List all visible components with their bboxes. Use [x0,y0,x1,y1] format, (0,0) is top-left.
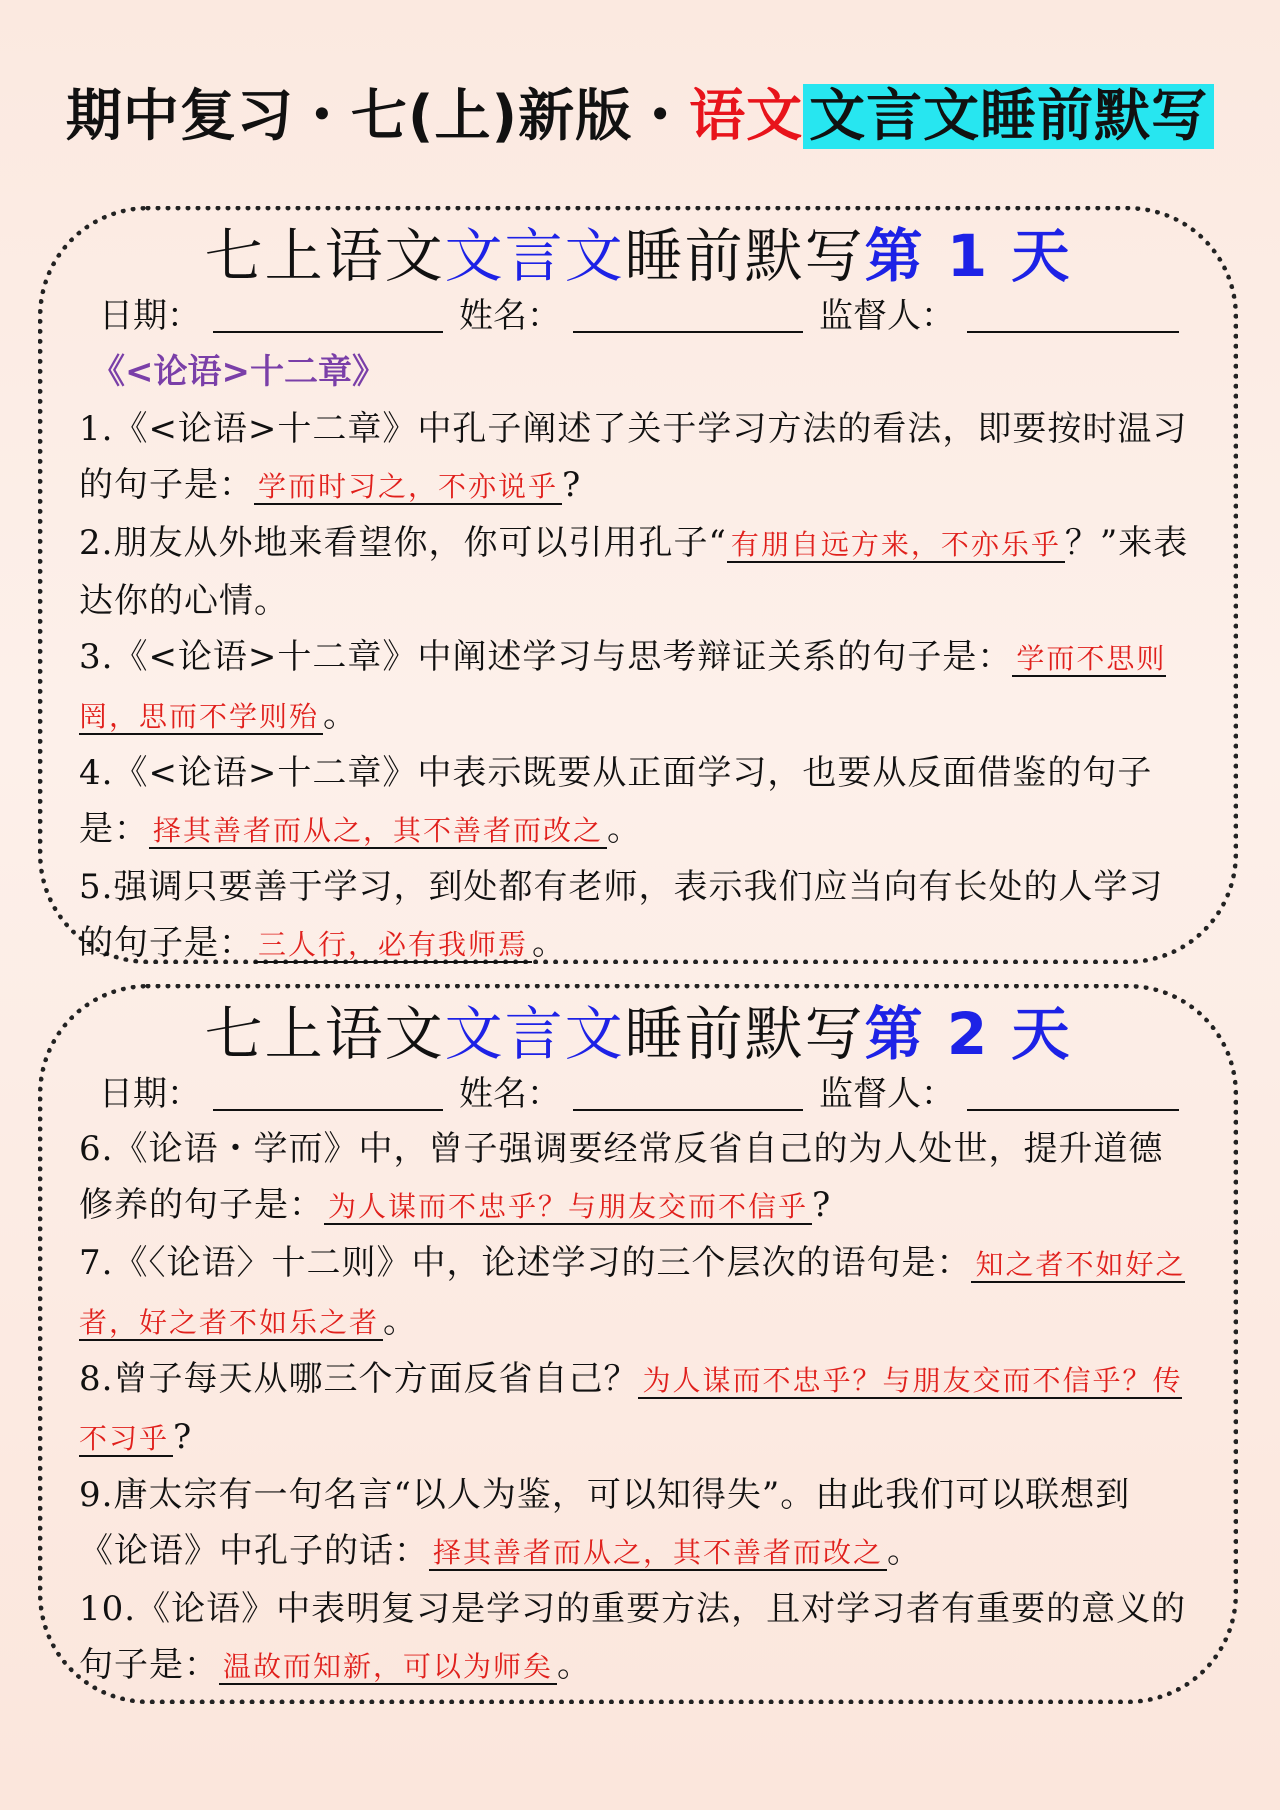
title-day: 第 2 天 [864,1000,1072,1068]
answer-text[interactable]: 学而不思则罔，思而不学则殆 [79,642,1167,733]
question-suffix: 。 [532,923,568,963]
answer-text[interactable]: 为人谋而不忠乎？与朋友交而不信乎 [324,1190,812,1225]
question-item [79,1121,1197,1235]
answer-text[interactable]: 知之者不如好之者，好之者不如乐之者 [79,1248,1186,1339]
question-item [79,629,1197,745]
supervisor-label: 监督人： [819,1074,955,1114]
section-heading: 《<论语>十二章》 [91,352,386,392]
card-title [43,221,1233,291]
date-label: 日期： [99,296,201,336]
date-field[interactable] [213,1073,443,1111]
question-text: 3.《<论语>十二章》中阐述学习与思考辩证关系的句子是： [79,637,1013,677]
question-item [79,745,1197,859]
question-suffix: ? [173,1417,193,1457]
title-highlight: 文言文睡前默写 [803,84,1214,149]
title-mid: 睡前默写 [624,1000,865,1068]
title-red: 语文 [689,84,804,149]
question-text: 10.《论语》中表明复习是学习的重要方法，且对学习者有重要的意义的句子是： [79,1589,1187,1685]
question-text: 4.《<论语>十二章》中表示既要从正面学习，也要从反面借鉴的句子是： [79,753,1153,849]
day-1-card [38,206,1238,964]
question-item [79,401,1197,515]
question-suffix: 。 [887,1531,923,1571]
question-suffix: 。 [323,695,359,735]
question-suffix: 。 [383,1301,419,1341]
date-label: 日期： [99,1074,201,1114]
question-text: 6.《论语・学而》中，曾子强调要经常反省自己的为人处世，提升道德修养的句子是： [79,1129,1164,1225]
answer-text[interactable]: 学而时习之，不亦说乎 [254,470,562,505]
question-suffix: 。 [607,809,643,849]
question-list [43,1121,1233,1695]
question-text: 7.《〈论语〉十二则》中，论述学习的三个层次的语句是： [79,1243,972,1283]
question-text: 2.朋友从外地来看望你，你可以引用孔子“ [79,523,727,563]
question-item [79,1235,1197,1351]
title-mid: 睡前默写 [624,222,865,290]
title-prefix: 七上语文 [204,1000,445,1068]
title-black: 期中复习・七(上)新版・ [65,84,690,149]
question-text: 1.《<论语>十二章》中孔子阐述了关于学习方法的看法，即要按时温习的句子是： [79,409,1188,505]
question-suffix: ? [562,465,582,505]
supervisor-field[interactable] [967,295,1179,333]
name-label: 姓名： [459,296,561,336]
page-title [0,72,1280,162]
question-suffix: ? [812,1185,832,1225]
question-text: 5.强调只要善于学习，到处都有老师，表示我们应当向有长处的人学习的句子是： [79,867,1164,963]
title-prefix: 七上语文 [204,222,445,290]
title-blue: 文言文 [444,1000,625,1068]
meta-row [99,1071,1233,1117]
answer-text[interactable]: 三人行，必有我师焉 [254,928,532,963]
answer-text[interactable]: 为人谋而不忠乎？与朋友交而不信乎？传不习乎 [79,1364,1183,1455]
question-suffix: ？”来表达你的心情。 [79,523,1189,621]
question-item [79,859,1197,973]
name-field[interactable] [573,1073,803,1111]
question-item [79,515,1197,629]
answer-text[interactable]: 有朋自远方来，不亦乐乎 [727,528,1065,563]
meta-row [99,293,1233,339]
name-label: 姓名： [459,1074,561,1114]
question-item [79,1467,1197,1581]
question-item [79,1351,1197,1467]
supervisor-label: 监督人： [819,296,955,336]
answer-text[interactable]: 择其善者而从之，其不善者而改之 [149,814,607,849]
title-day: 第 1 天 [864,222,1072,290]
question-list [43,401,1233,973]
answer-text[interactable]: 温故而知新，可以为师矣 [219,1650,557,1685]
question-text: 9.唐太宗有一句名言“以人为鉴，可以知得失”。由此我们可以联想到《论语》中孔子的话： [79,1475,1131,1571]
question-item [79,1581,1197,1695]
question-text: 8.曾子每天从哪三个方面反省自己？ [79,1359,639,1399]
day-2-card [38,984,1238,1704]
question-suffix: 。 [557,1645,593,1685]
date-field[interactable] [213,295,443,333]
title-blue: 文言文 [444,222,625,290]
card-title [43,999,1233,1069]
name-field[interactable] [573,295,803,333]
supervisor-field[interactable] [967,1073,1179,1111]
answer-text[interactable]: 择其善者而从之，其不善者而改之 [429,1536,887,1571]
